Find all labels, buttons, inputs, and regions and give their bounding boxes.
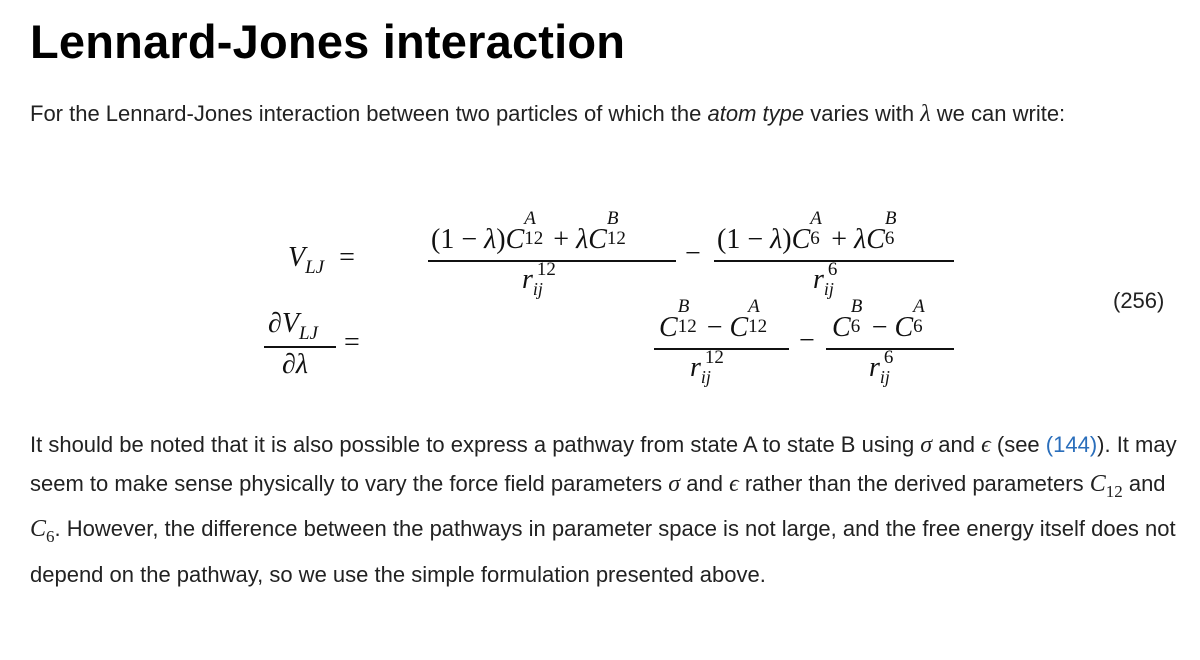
- eq2-minus: −: [799, 325, 815, 356]
- epsilon-symbol: ϵ: [981, 432, 991, 458]
- eq1-term2-denominator: $r_{ij}^6$: [813, 259, 838, 299]
- note-text-3: ). It may seem to make sense physically to vary the force field parameters: [30, 432, 1177, 496]
- c12-subscript: 12: [1105, 481, 1123, 501]
- sigma-symbol-2: σ: [668, 470, 681, 497]
- equation-number: (256): [1113, 288, 1165, 313]
- sigma-symbol: σ: [920, 432, 933, 458]
- c6-symbol: C: [30, 516, 47, 542]
- eq1-equals: =: [339, 242, 355, 273]
- intro-text-3: we can write:: [930, 101, 1066, 126]
- c6-subscript: 6: [46, 527, 55, 546]
- note-and-1: and: [932, 432, 982, 457]
- lambda-symbol: λ: [920, 101, 931, 127]
- eq1-lhs-v: V: [288, 242, 306, 273]
- c12-symbol: C: [1089, 470, 1106, 497]
- atom-type-emphasis: atom type: [707, 101, 805, 126]
- eq2-lhs-numerator: $\partial V_{LJ}$: [268, 308, 318, 344]
- equation-block: [0, 190, 1200, 410]
- eq2-term1-numerator: C B 12 − C A 12: [659, 296, 768, 343]
- eq1-term2-numerator: (1 − λ)C A 6 + λC B 6: [717, 208, 897, 255]
- note-and-3: and: [1122, 470, 1166, 496]
- eq1-minus: −: [685, 238, 701, 269]
- eq2-term1-denominator: $r_{ij}^{12}$: [690, 347, 724, 387]
- eq1-term1-numerator: (1 − λ)C A 12 + λC B 12: [431, 208, 626, 255]
- intro-text-1: For the Lennard-Jones interaction between two particles of which the: [30, 101, 708, 126]
- intro-text-2: varies with: [804, 101, 921, 126]
- epsilon-symbol-2: ϵ: [729, 470, 739, 497]
- note-text-4: rather than the derived parameters: [738, 470, 1090, 496]
- eq1-lhs: [288, 242, 355, 278]
- page-title: Lennard-Jones interaction: [30, 15, 626, 68]
- eq2-term2-denominator: $r_{ij}^6$: [869, 347, 894, 387]
- eq2-term2-numerator: C B 6 − C A 6: [832, 296, 925, 343]
- note-paragraph: [30, 426, 1180, 593]
- eq2-lhs-fraction-bar: [264, 346, 336, 348]
- note-text-5: . However, the difference between the pathways in parameter space is not large, and the free energy itself does not depend on the pathway, so we use the simple formulation presented above.: [30, 516, 1176, 587]
- eq1-term1-denominator: $r_{ij}^{12}$: [522, 259, 556, 299]
- intro-paragraph: [30, 95, 1180, 134]
- eq1-lhs-sub: LJ: [305, 257, 325, 278]
- note-text-1: It should be noted that it is also possible to express a pathway from state A to state B using: [30, 432, 921, 457]
- note-and-2: and: [680, 470, 730, 496]
- note-text-2: (see: [990, 432, 1046, 457]
- eq2-equals: =: [344, 327, 360, 358]
- equation-144-link[interactable]: (144): [1045, 432, 1098, 457]
- eq2-lhs-denominator: ∂λ: [282, 349, 308, 380]
